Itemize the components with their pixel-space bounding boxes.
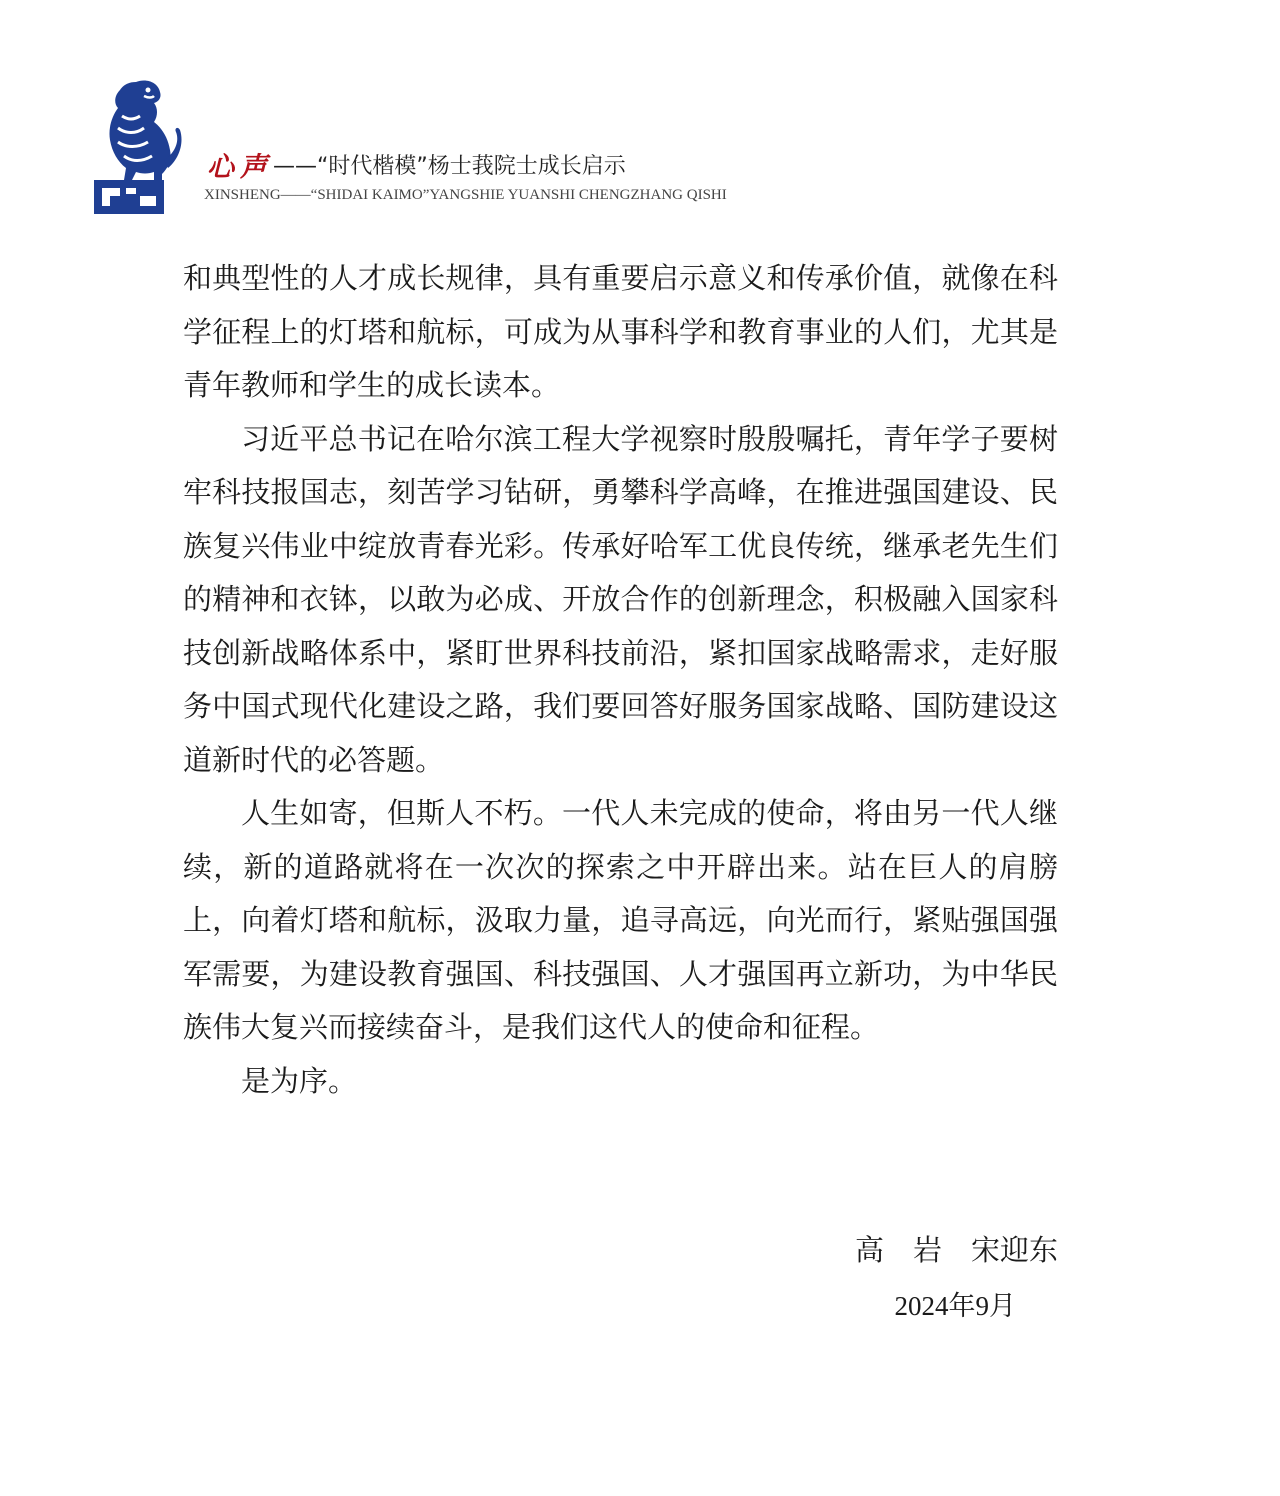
page-header (0, 0, 1280, 230)
paragraph: 习近平总书记在哈尔滨工程大学视察时殷殷嘱托，青年学子要树牢科技报国志，刻苦学习钻研，勇攀科学高峰，在推进强国建设、民族复兴伟业中绽放青春光彩。传承好哈军工优良传统，继承老先生们的精神和衣钵，以敢为必成、开放合作的创新理念，积极融入国家科技创新战略体系中，紧盯世界科技前沿，紧扣国家战略需求，走好服务中国式现代化建设之路，我们要回答好服务国家战略、国防建设这道新时代的必答题。 (183, 421, 1058, 777)
tiger-emblem-icon (88, 76, 184, 216)
paragraph: 和典型性的人才成长规律，具有重要启示意义和传承价值，就像在科学征程上的灯塔和航标，可成为从事科学和教育事业的人们，尤其是青年教师和学生的成长读本。 (183, 261, 1058, 402)
author-signature: 高 岩 宋迎东 (854, 1233, 1058, 1267)
title-xinsheng: 心声 (207, 151, 273, 183)
title-rest: ——“时代楷模”杨士莪院士成长启示 (273, 153, 626, 179)
paragraph: 是为序。 (241, 1063, 358, 1098)
preface-body (183, 252, 1058, 1108)
paragraph: 人生如寄，但斯人不朽。一代人未完成的使命，将由另一代人继续，新的道路就将在一次次的探索之中开辟出来。站在巨人的肩膀上，向着灯塔和航标，汲取力量，追寻高远，向光而行，紧贴强国强军需要，为建设教育强国、科技强国、人才强国再立新功，为中华民族伟大复兴而接续奋斗，是我们这代人的使命和征程。 (183, 796, 1058, 1044)
signature-date: 2024年9月 (894, 1291, 1016, 1321)
header-title (207, 146, 626, 182)
header-subtitle: XINSHENG——“SHIDAI KAIMO”YANGSHIE YUANSHI CHENGZHANG QISHI (204, 187, 727, 203)
